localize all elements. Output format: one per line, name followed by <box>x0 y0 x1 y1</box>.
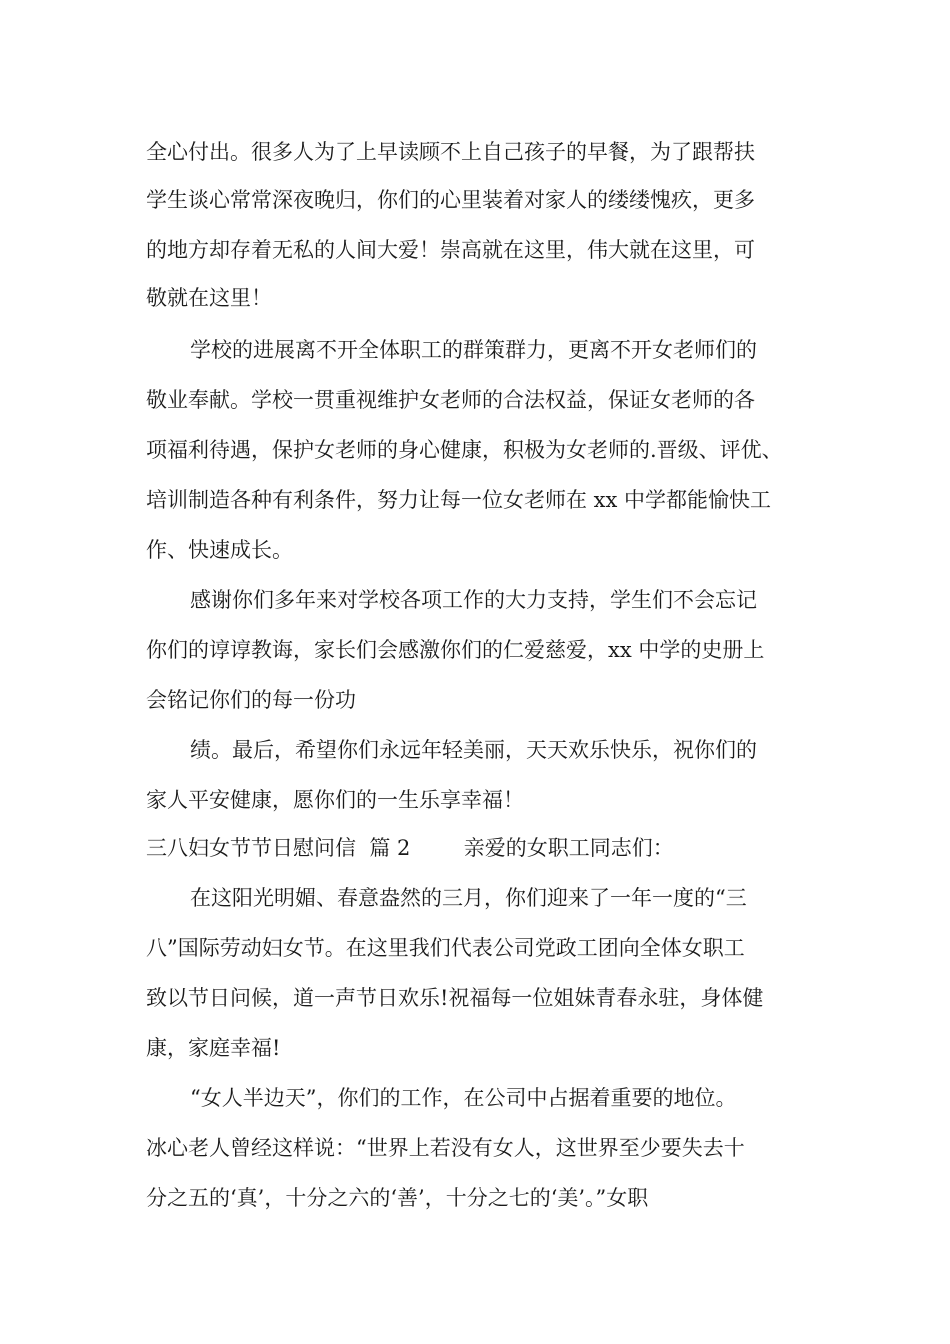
text-line: 分之五的‘真’，十分之六的‘善’，十分之七的‘美’。”女职 <box>146 1186 649 1210</box>
text-line: 全心付出。很多人为了上早读顾不上自己孩子的早餐，为了跟帮扶 <box>146 140 755 164</box>
text-line: 敬就在这里！ <box>146 286 272 310</box>
paragraph-first-line: 在这阳光明媚、春意盎然的三月，你们迎来了一年一度的“三 <box>190 886 747 910</box>
text-line: 你们的谆谆教诲，家长们会感激你们的仁爱慈爱，xx 中学的史册上 <box>146 638 765 662</box>
text-line: 会铭记你们的每一份功 <box>146 688 356 712</box>
paragraph-first-line: “女人半边天”，你们的工作，在公司中占据着重要的地位。 <box>190 1086 737 1110</box>
text-line: 的地方却存着无私的人间大爱！崇高就在这里，伟大就在这里，可 <box>146 238 755 262</box>
text-line: 家人平安健康，愿你们的一生乐享幸福！ <box>146 788 524 812</box>
text-line: 冰心老人曾经这样说：“世界上若没有女人，这世界至少要失去十 <box>146 1136 745 1160</box>
section-heading: 三八妇女节节日慰问信 篇 2 亲爱的女职工同志们： <box>146 836 674 860</box>
paragraph-first-line: 感谢你们多年来对学校各项工作的大力支持，学生们不会忘记 <box>190 588 757 612</box>
text-line: 敬业奉献。学校一贯重视维护女老师的合法权益，保证女老师的各 <box>146 388 755 412</box>
text-line: 致以节日问候，道一声节日欢乐!祝福每一位姐妹青春永驻，身体健 <box>146 986 764 1010</box>
text-line: 作、快速成长。 <box>146 538 293 562</box>
text-line: 培训制造各种有利条件，努力让每一位女老师在 xx 中学都能愉快工 <box>146 488 772 512</box>
text-line: 八”国际劳动妇女节。在这里我们代表公司党政工团向全体女职工 <box>146 936 745 960</box>
paragraph-first-line: 绩。最后，希望你们永远年轻美丽，天天欢乐快乐，祝你们的 <box>190 738 757 762</box>
text-line: 学生谈心常常深夜晚归，你们的心里装着对家人的缕缕愧疚，更多 <box>146 188 755 212</box>
text-line: 项福利待遇，保护女老师的身心健康，积极为女老师的.晋级、评优、 <box>146 438 783 462</box>
text-line: 康，家庭幸福! <box>146 1036 281 1060</box>
paragraph-first-line: 学校的进展离不开全体职工的群策群力，更离不开女老师们的 <box>190 338 757 362</box>
